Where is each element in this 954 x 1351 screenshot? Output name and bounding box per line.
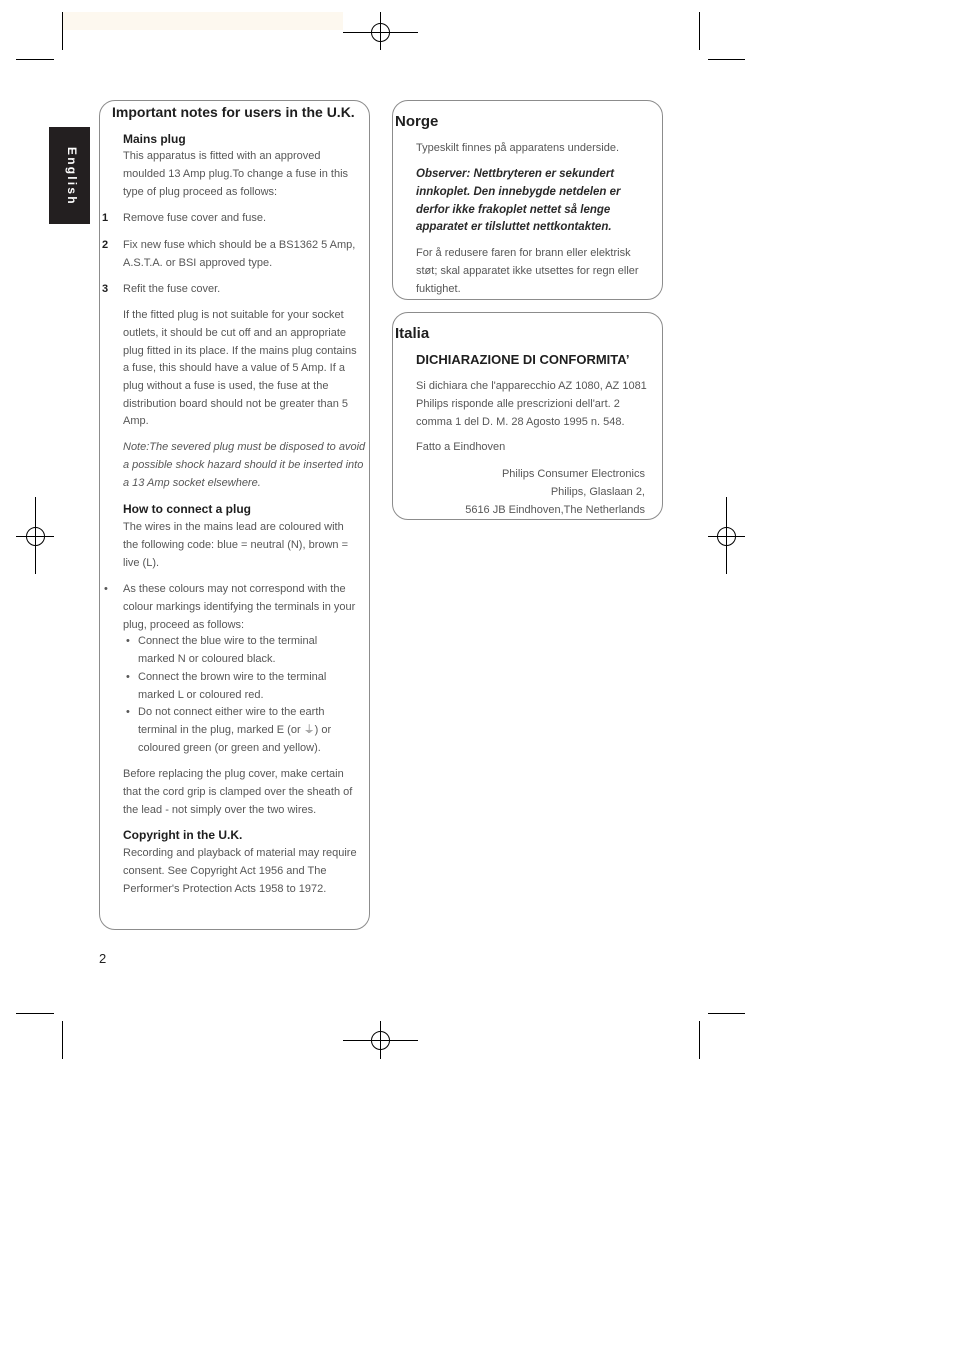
text-line: Refit the fuse cover.	[123, 283, 221, 296]
fire-risk-text	[416, 245, 639, 298]
text-line: plug, proceed as follows:	[123, 618, 245, 631]
text-line: For å redusere faren for brann eller elektrisk	[416, 247, 631, 260]
top-color-strip	[62, 12, 343, 30]
cord-grip-paragraph	[123, 766, 352, 819]
text-line: consent. See Copyright Act 1956 and The	[123, 864, 327, 877]
text-line: coloured green (or green and yellow).	[138, 741, 321, 754]
bullet-icon: •	[126, 635, 130, 648]
crop-mark-bottom-right	[700, 1014, 746, 1060]
text-line: moulded 13 Amp plug.To change a fuse in this	[123, 167, 349, 180]
manufacturer-address	[416, 466, 645, 519]
text-line: apparatet er tilsluttet nettkontakten.	[416, 221, 612, 234]
step-text	[123, 281, 220, 299]
text-line: fuktighet.	[416, 282, 461, 295]
bullet-icon: •	[126, 671, 130, 684]
norge-panel	[392, 100, 663, 300]
text-line: Recording and playback of material may require	[123, 847, 357, 860]
bullet-text	[138, 633, 317, 668]
conformity-declaration	[416, 378, 647, 431]
text-line: Observer: Nettbryteren er sekundert	[416, 168, 615, 181]
language-tab	[49, 127, 90, 224]
text-line: derfor ikke frakoplet nettet så lenge	[416, 203, 611, 216]
text-line: Fatto a Eindhoven	[416, 441, 506, 454]
registration-mark-right	[708, 497, 745, 574]
bullet-text	[123, 581, 355, 634]
rating-plate-text	[416, 140, 619, 158]
norge-title: Norge	[395, 113, 439, 130]
text-line: colour markings identifying the terminals in your	[123, 600, 356, 613]
text-line: Do not connect either wire to the earth	[138, 706, 325, 719]
crop-mark-top-left	[16, 12, 63, 60]
declaration-place	[416, 439, 505, 457]
step-number: 1	[102, 212, 109, 225]
wire-colour-code	[123, 519, 348, 572]
copyright-paragraph	[123, 845, 357, 898]
text-line: Before replacing the plug cover, make certain	[123, 768, 344, 781]
text-line: Si dichiara che l'apparecchio AZ 1080, AZ 1081	[416, 380, 647, 393]
text-line: that the cord grip is clamped over the sheath of	[123, 785, 353, 798]
severed-plug-note	[123, 439, 365, 492]
connect-plug-heading: How to connect a plug	[123, 502, 251, 516]
step-number: 3	[102, 283, 109, 296]
text-line: distribution board should not be greater than 5	[123, 397, 349, 410]
text-line: plug without a fuse is used, the fuse at the	[123, 379, 329, 392]
text-line: plug fitted in its place. If the mains plug contains	[123, 344, 357, 357]
text-line: marked N or coloured black.	[138, 652, 276, 665]
text-line: A.S.T.A. or BSI approved type.	[123, 256, 273, 269]
bullet-text	[138, 669, 326, 704]
registration-mark-bottom	[343, 1021, 418, 1059]
text-line: Philips, Glaslaan 2,	[550, 485, 645, 498]
text-line: outlets, it should be cut off and an appropriate	[123, 326, 347, 339]
text-line: live (L).	[123, 556, 160, 569]
step-text	[123, 237, 355, 272]
crop-mark-bottom-left	[16, 1014, 63, 1060]
text-line: a possible shock hazard should it be inserted into	[123, 458, 364, 471]
text-line: Connect the brown wire to the terminal	[138, 671, 327, 684]
text-line: This apparatus is fitted with an approved	[123, 150, 321, 163]
mains-plug-intro	[123, 148, 348, 201]
text-line: Connect the blue wire to the terminal	[138, 635, 318, 648]
bullet-icon: •	[104, 583, 108, 596]
unsuitable-plug-paragraph	[123, 307, 357, 431]
text-line: a 13 Amp socket elsewhere.	[123, 476, 261, 489]
bullet-text	[138, 704, 331, 757]
text-line: marked L or coloured red.	[138, 688, 264, 701]
text-line: Philips risponde alle prescrizioni dell'art. 2	[416, 397, 620, 410]
step-number: 2	[102, 239, 109, 252]
uk-notes-title: Important notes for users in the U.K.	[112, 104, 355, 120]
text-line: Performer's Protection Acts 1958 to 1972.	[123, 882, 327, 895]
text-line: innkoplet. Den innebygde netdelen er	[416, 185, 621, 198]
text-line: the following code: blue = neutral (N), brown =	[123, 538, 349, 551]
bullet-icon: •	[126, 706, 130, 719]
text-line: støt; skal apparatet ikke utsettes for regn eller	[416, 264, 639, 277]
text-line: type of plug proceed as follows:	[123, 185, 278, 198]
text-line: If the fitted plug is not suitable for your socket	[123, 309, 344, 322]
uk-notes-panel	[99, 100, 370, 930]
text-line: a fuse, this should have a value of 5 Amp. If a	[123, 362, 345, 375]
text-line: terminal in the plug, marked E (or ⏚) or	[138, 723, 332, 736]
mains-switch-warning	[416, 166, 620, 237]
registration-mark-left	[16, 497, 54, 574]
text-line: Amp.	[123, 415, 149, 428]
step-text	[123, 210, 266, 228]
page-number: 2	[99, 951, 107, 966]
registration-mark-top	[343, 12, 418, 50]
text-line: the lead - not simply over the two wires.	[123, 803, 317, 816]
italia-panel	[392, 312, 663, 520]
text-line: Note:The severed plug must be disposed to avoid	[123, 441, 366, 454]
language-tab-label: English	[65, 147, 79, 206]
mains-plug-heading: Mains plug	[123, 132, 186, 146]
conformity-heading: DICHIARAZIONE DI CONFORMITA’	[416, 352, 630, 367]
text-line: Fix new fuse which should be a BS1362 5 Amp,	[123, 239, 356, 252]
copyright-heading: Copyright in the U.K.	[123, 828, 243, 842]
text-line: Typeskilt finnes på apparatens underside.	[416, 142, 620, 155]
italia-title: Italia	[395, 325, 430, 342]
text-line: The wires in the mains lead are coloured with	[123, 521, 344, 534]
text-line: 5616 JB Eindhoven,The Netherlands	[465, 503, 645, 516]
text-line: As these colours may not correspond with the	[123, 583, 346, 596]
text-line: comma 1 del D. M. 28 Agosto 1995 n. 548.	[416, 415, 625, 428]
text-line: Philips Consumer Electronics	[501, 468, 645, 481]
crop-mark-top-right	[700, 12, 746, 60]
text-line: Remove fuse cover and fuse.	[123, 212, 267, 225]
